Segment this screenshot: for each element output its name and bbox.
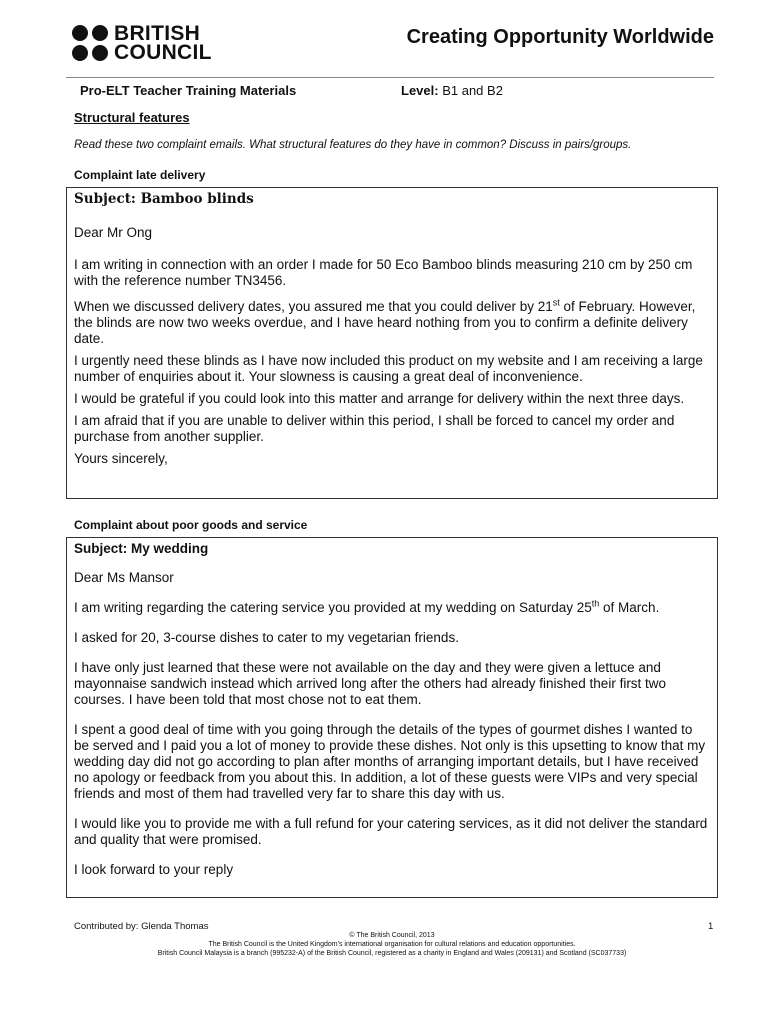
email1-paragraph: I am writing in connection with an order I made for 50 Eco Bamboo blinds measuring 210 cm by 250 cm with the reference number TN3456. bbox=[74, 257, 693, 288]
header-tagline: Creating Opportunity Worldwide bbox=[406, 26, 714, 48]
email2-label: Complaint about poor goods and service bbox=[74, 518, 308, 532]
level-info bbox=[401, 83, 503, 98]
email2-paragraph: I would like you to provide me with a full refund for your catering services, as it did not deliver the standard and quality that were promised. bbox=[74, 816, 708, 847]
level-value: B1 and B2 bbox=[442, 83, 503, 98]
level-label: Level: bbox=[401, 83, 439, 98]
footer-line3: British Council Malaysia is a branch (995232-A) of the British Council, registered as a charity in England and Wales (209131) and Scotland (SC037733) bbox=[157, 950, 627, 957]
logo-dots-icon bbox=[72, 25, 108, 61]
email1-paragraph: I would be grateful if you could look into this matter and arrange for delivery within the next three days. bbox=[74, 391, 685, 406]
footer-legal bbox=[66, 931, 718, 958]
email2-paragraph: I am writing regarding the catering service you provided at my wedding on Saturday 25th of March. bbox=[74, 598, 660, 615]
footer-copyright: © The British Council, 2013 bbox=[349, 932, 435, 939]
email2-greeting: Dear Ms Mansor bbox=[74, 570, 174, 585]
email1-greeting: Dear Mr Ong bbox=[74, 225, 153, 240]
email2-subject: Subject: My wedding bbox=[74, 541, 209, 556]
email2-paragraph: I spent a good deal of time with you going through the details of the types of gourmet dishes I wanted to be served and I paid you a lot of money to provide these dishes. Not only is this upsetting to know that my wedding day did not go according to plan after months of arranging important details, but I have received no apology or feedback from you about this. In addition, a lot of these guests were VIPs and very special friends and most of them had travelled very far to share this day with us. bbox=[74, 722, 706, 801]
email2-closing: I look forward to your reply bbox=[74, 862, 234, 877]
materials-title: Pro-ELT Teacher Training Materials bbox=[80, 83, 297, 98]
email2-paragraph: I asked for 20, 3-course dishes to cater to my vegetarian friends. bbox=[74, 630, 459, 645]
logo-line2: COUNCIL bbox=[114, 41, 212, 64]
footer-line2: The British Council is the United Kingdom's international organisation for cultural relations and education opportunities. bbox=[208, 941, 576, 948]
email1-paragraph: When we discussed delivery dates, you assured me that you could deliver by 21st of February. However, the blinds are now two weeks overdue, and I have heard nothing from you to confirm a definite delivery date. bbox=[74, 297, 696, 346]
instruction-text: Read these two complaint emails. What structural features do they have in common? Discuss in pairs/groups. bbox=[74, 139, 632, 151]
section-title: Structural features bbox=[74, 110, 190, 125]
email2-box bbox=[66, 537, 718, 898]
email1-closing: Yours sincerely, bbox=[74, 451, 168, 466]
email1-subject: Subject: Bamboo blinds bbox=[74, 191, 254, 207]
page-number: 1 bbox=[708, 921, 714, 932]
email1-paragraph: I urgently need these blinds as I have now included this product on my website and I am receiving a large number of enquiries about it. Your slowness is causing a great deal of inconvenience. bbox=[74, 353, 703, 384]
email2-paragraph: I have only just learned that these were not available on the day and they were given a lettuce and mayonnaise sandwich instead which arrived long after the others had already finished their first two courses. I have been told that most chose not to eat them. bbox=[74, 660, 667, 707]
email1-paragraph: I am afraid that if you are unable to deliver within this period, I shall be forced to cancel my order and purchase from another supplier. bbox=[74, 413, 675, 444]
header-divider bbox=[66, 77, 714, 78]
email1-box bbox=[66, 187, 718, 499]
email1-label: Complaint late delivery bbox=[74, 168, 206, 182]
logo-line1: BRITISH bbox=[114, 22, 201, 45]
british-council-logo bbox=[72, 24, 212, 62]
footer-contributor: Contributed by: Glenda Thomas bbox=[74, 921, 209, 932]
